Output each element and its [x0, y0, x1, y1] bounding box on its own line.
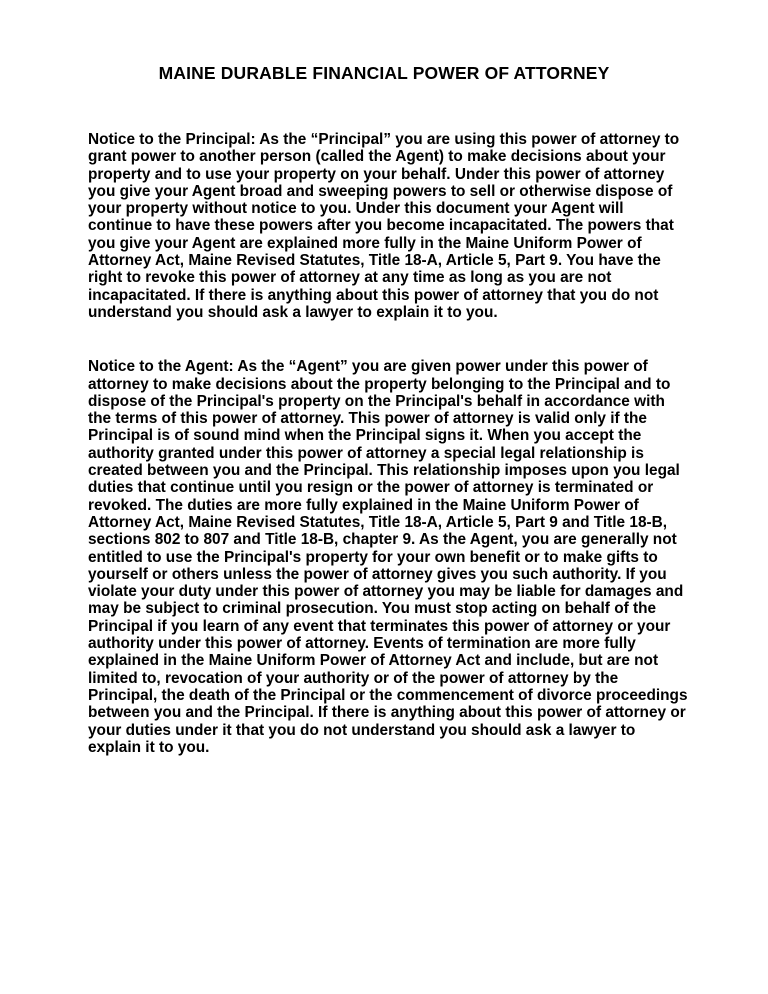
- text-line: Attorney Act, Maine Revised Statutes, Title 18-A, Article 5, Part 9 and Title 18-B,: [88, 513, 668, 531]
- text-line: explain it to you.: [88, 738, 210, 756]
- text-line: your property without notice to you. Under this document your Agent will: [88, 200, 624, 218]
- text-line: authority under this power of attorney. Events of termination are more fully: [88, 635, 636, 653]
- document-title: MAINE DURABLE FINANCIAL POWER OF ATTORNEY: [158, 63, 610, 83]
- text-line: revoked. The duties are more fully explained in the Maine Uniform Power of: [88, 496, 639, 514]
- text-line: explained in the Maine Uniform Power of Attorney Act and include, but are not: [88, 652, 659, 670]
- text-line: you give your Agent are explained more fully in the Maine Uniform Power of: [88, 234, 642, 252]
- text-line: the terms of this power of attorney. This power of attorney is valid only if the: [88, 410, 647, 428]
- text-line: continue to have these powers after you become incapacitated. The powers that: [88, 217, 674, 235]
- text-line: dispose of the Principal's property on the Principal's behalf in accordance with: [88, 392, 665, 410]
- text-line: entitled to use the Principal's property for your own benefit or to make gifts to: [88, 548, 658, 566]
- text-line: between you and the Principal. If there is anything about this power of attorney or: [88, 704, 686, 722]
- text-line: incapacitated. If there is anything about this power of attorney that you do not: [88, 286, 659, 304]
- text-line: Notice to the Principal: As the “Principal” you are using this power of attorney to: [88, 131, 680, 148]
- text-line: sections 802 to 807 and Title 18-B, chapter 9. As the Agent, you are generally not: [88, 531, 677, 549]
- text-line: attorney to make decisions about the property belonging to the Principal and to: [88, 375, 671, 393]
- text-line: right to revoke this power of attorney at any time as long as you are not: [88, 269, 612, 287]
- text-line: Attorney Act, Maine Revised Statutes, Title 18-A, Article 5, Part 9. You have the: [88, 252, 661, 270]
- text-line: Principal, the death of the Principal or the commencement of divorce proceedings: [88, 686, 688, 704]
- text-line: grant power to another person (called the Agent) to make decisions about your: [88, 148, 666, 166]
- text-line: yourself or others unless the power of attorney gives you such authority. If you: [88, 565, 667, 583]
- text-line: limited to, revocation of your authority or of the power of attorney by the: [88, 669, 619, 687]
- notice-to-agent-paragraph: [88, 358, 768, 756]
- text-line: created between you and the Principal. This relationship imposes upon you legal: [88, 462, 680, 480]
- text-line: your duties under it that you do not understand you should ask a lawyer to: [88, 721, 636, 739]
- text-line: you give your Agent broad and sweeping powers to sell or otherwise dispose of: [88, 182, 673, 200]
- notice-to-principal-paragraph: [88, 131, 768, 321]
- text-line: may be subject to criminal prosecution. You must stop acting on behalf of the: [88, 600, 657, 618]
- text-line: authority granted under this power of attorney a special legal relationship is: [88, 444, 644, 462]
- text-line: Principal is of sound mind when the Principal signs it. When you accept the: [88, 427, 642, 445]
- text-line: violate your duty under this power of attorney you may be liable for damages and: [88, 583, 684, 601]
- text-line: duties that continue until you resign or the power of attorney is terminated or: [88, 479, 654, 497]
- text-line: Principal if you learn of any event that terminates this power of attorney or your: [88, 617, 671, 635]
- text-line: property and to use your property on your behalf. Under this power of attorney: [88, 165, 665, 183]
- text-line: Notice to the Agent: As the “Agent” you are given power under this power of: [88, 358, 648, 376]
- text-line: understand you should ask a lawyer to explain it to you.: [88, 303, 498, 321]
